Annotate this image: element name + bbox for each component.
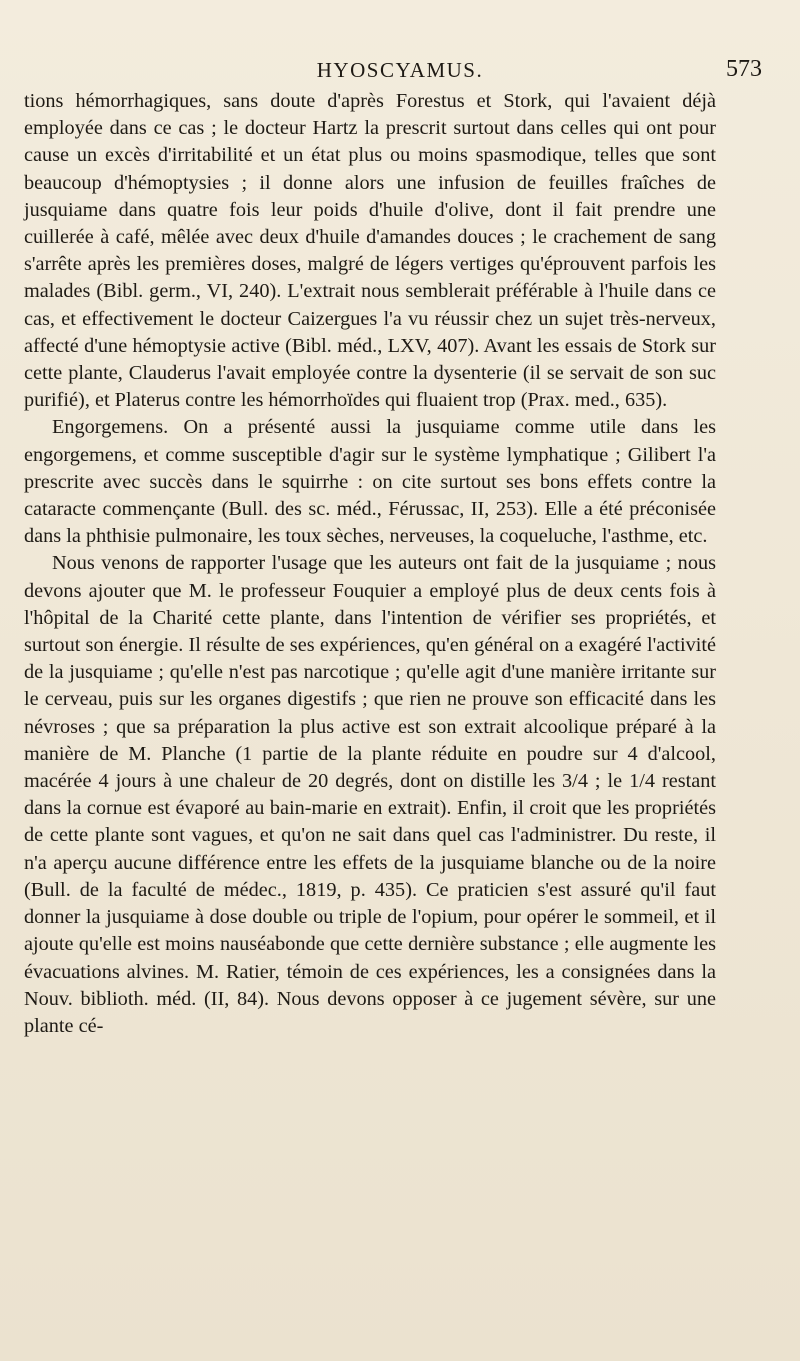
running-title: HYOSCYAMUS. (316, 58, 484, 82)
paragraph-fouquier: Nous venons de rapporter l'usage que les auteurs ont fait de la jusquiame ; nous devons ajouter que M. le professeur Fouquier a employé plus de deux cents fois à l'hôpital de la Charité cette plante, dans l'intention de vérifier ses propriétés, et surtout son énergie. Il résulte de ses expériences, qu'en général on a exagéré l'activité de la jusquiame ; qu'elle n'est pas narcotique ; qu'elle agit d'une manière irritante sur le cerveau, puis sur les organes digestifs ; que rien ne prouve son efficacité dans les névroses ; que sa préparation la plus active est son extrait alcoolique préparé à la manière de M. Planche (1 partie de la plante réduite en poudre sur 4 d'alcool, macérée 4 jours à une chaleur de 20 degrés, dont on distille les 3/4 ; le 1/4 restant dans la cornue est évaporé au bain-marie en extrait). Enfin, il croit que les propriétés de cette plante sont vagues, et qu'on ne sait dans quel cas l'administrer. Du reste, il n'a aperçu aucune différence entre les effets de la jusquiame blanche ou de la noire (Bull. de la faculté de médec., 1819, p. 435). Ce praticien s'est assuré qu'il faut donner la jusquiame à dose double ou triple de l'opium, pour opérer le sommeil, et il ajoute qu'elle est moins nauséabonde que cette dernière substance ; elle augmente les évacuations alvines. M. Ratier, témoin de ces expériences, les a consignées dans la Nouv. biblioth. méd. (II, 84). Nous devons opposer à ce jugement sévère, sur une plante cé- (24, 552, 716, 1037)
body-text (24, 88, 716, 1040)
page-number: 573 (726, 56, 762, 82)
paragraph-continuation: tions hémorrhagiques, sans doute d'après Forestus et Stork, qui l'avaient déjà employée dans ce cas ; le docteur Hartz la prescrit surtout dans celles qui ont pour cause un excès d'irritabilité et un état plus ou moins spasmodique, telles que sont beaucoup d'hémoptysies ; il donne alors une infusion de feuilles fraîches de jusquiame dans quatre fois leur poids d'huile d'olive, dont il fait prendre une cuillerée à café, mêlée avec deux d'huile d'amandes douces ; le crachement de sang s'arrête après les premières doses, malgré de légers vertiges qu'éprouvent parfois les malades (Bibl. germ., VI, 240). L'extrait nous semblerait préférable à l'huile dans ce cas, et effectivement le docteur Caizergues l'a vu réussir chez un sujet très-nerveux, affecté d'une hémoptysie active (Bibl. méd., LXV, 407). Avant les essais de Stork sur cette plante, Clauderus l'avait employée contre la dysenterie (il se servait de son suc purifié), et Platerus contre les hémorrhoïdes qui fluaient trop (Prax. med., 635). (24, 90, 716, 412)
paragraph-engorgemens: Engorgemens. On a présenté aussi la jusquiame comme utile dans les engorgemens, et comme susceptible d'agir sur le système lymphatique ; Gilibert l'a prescrite avec succès dans le squirrhe : on cite surtout ses bons effets contre la cataracte commençante (Bull. des sc. méd., Férussac, II, 253). Elle a été préconisée dans la phthisie pulmonaire, les toux sèches, nerveuses, la coqueluche, l'asthme, etc. (24, 416, 716, 548)
page-header (24, 58, 776, 88)
